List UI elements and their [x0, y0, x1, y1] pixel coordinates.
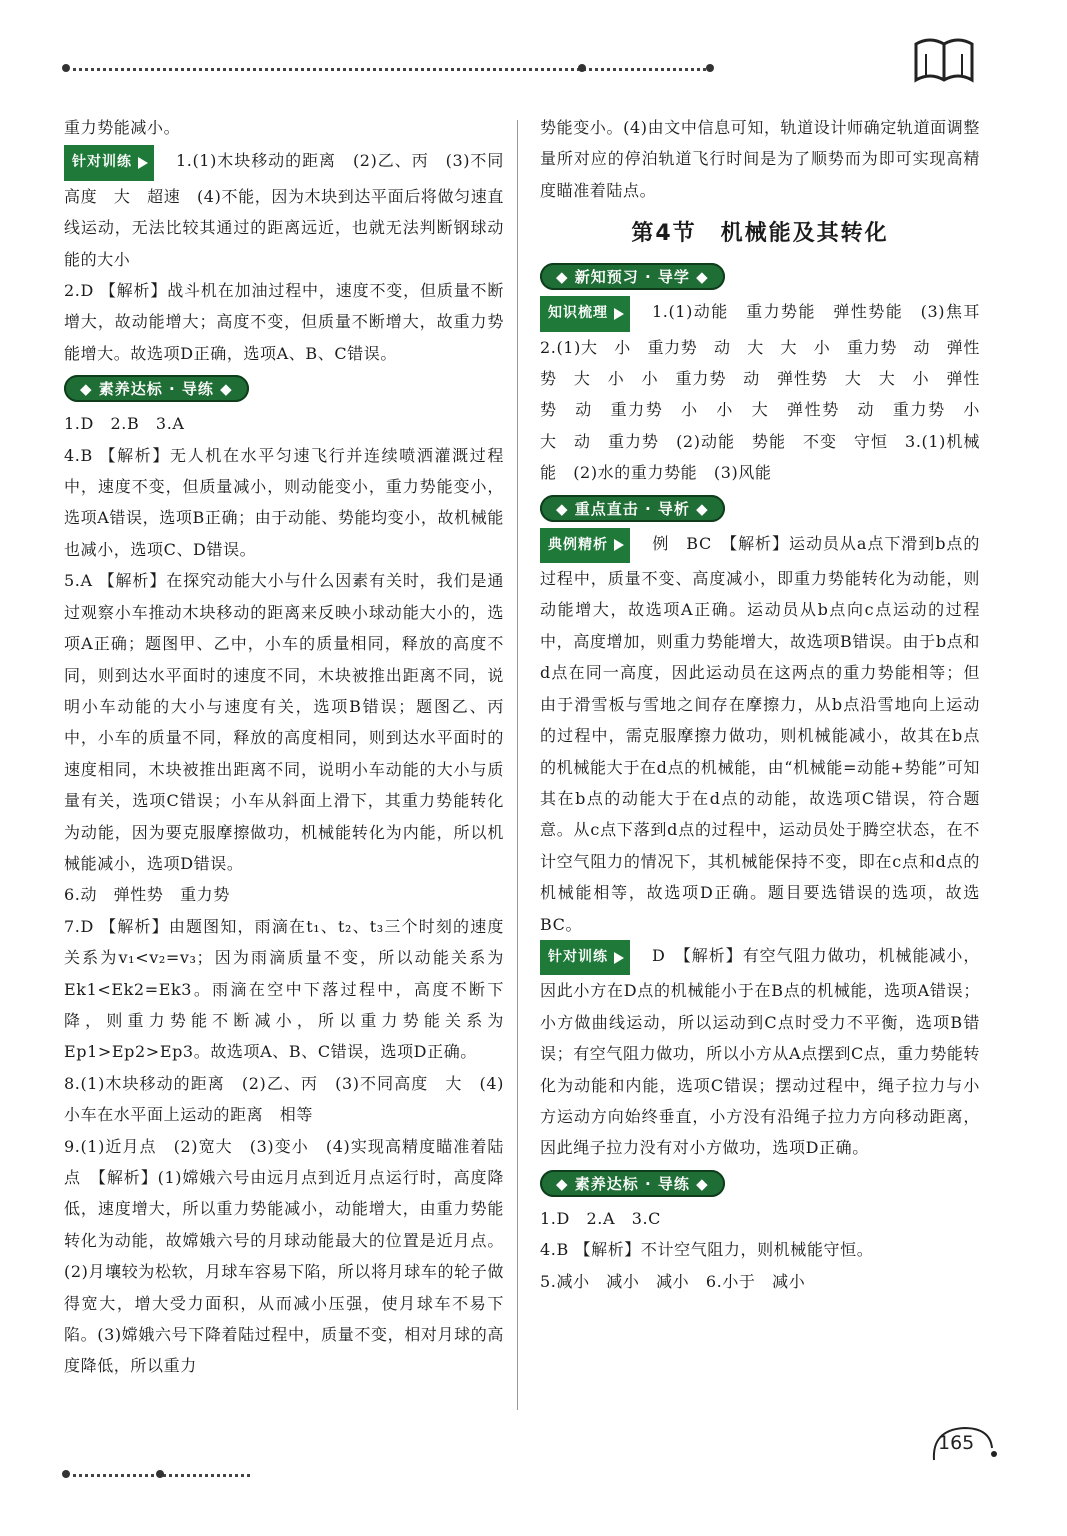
section-tag: 典例精析: [540, 528, 630, 563]
section-banner: ◆ 素养达标 · 导练 ◆: [540, 1170, 725, 1197]
left-column: [64, 112, 504, 1382]
section-title: 第4节 机械能及其转化: [631, 221, 889, 247]
answer-paragraph: 1.D 2.A 3.C: [540, 1208, 662, 1228]
text-line: 重力势能减小。: [64, 118, 181, 137]
section-tag: 针对训练: [540, 940, 630, 975]
answer-text: 1.(1)木块移动的距离 (2)乙、丙 (3)不同高度 大 超速 (4)不能，因为木块到达平面后将做匀速直线运动，无法比较其通过的距离远近，也就无法判断钢球动能的大小: [64, 151, 504, 269]
answer-paragraph: 6.动 弹性势 重力势: [64, 885, 230, 905]
open-book-icon: [912, 34, 976, 86]
section-tag: 知识梳理: [540, 296, 630, 331]
page-number: 165: [938, 1432, 975, 1454]
answer-paragraph: 4.B 【解析】不计空气阻力，则机械能守恒。: [540, 1240, 874, 1260]
right-column: [540, 112, 997, 1297]
header-dot: [578, 64, 586, 72]
answer-paragraph: [540, 528, 980, 940]
answer-paragraph: 9.(1)近月点 (2)宽大 (3)变小 (4)实现高精度瞄准着陆点 【解析】(1)嫦娥六号由远月点到近月点运行时，高度降低，速度增大，所以重力势能减小，动能增大，由重力势能转化为动能，故嫦娥六号的月球动能最大的位置是近月点。(2)月壤较为松软，月球车容易下陷，所以将月球车的轮子做得宽大，增大受力面积，从而减小压强，使月球车不易下陷。(3)嫦娥六号下降着陆过程中，质量不变，相对月球的高度降低，所以重力: [64, 1136, 504, 1376]
column-divider: [517, 120, 518, 1410]
section-tag: 针对训练: [64, 145, 154, 180]
answer-paragraph: 势能变小。(4)由文中信息可知，轨道设计师确定轨道面调整量所对应的停泊轨道飞行时间是为了顺势而为即可实现高精度瞄准着陆点。: [540, 118, 980, 200]
section-banner: ◆ 素养达标 · 导练 ◆: [64, 375, 249, 402]
answer-paragraph: [64, 145, 504, 275]
footer-dot: [62, 1470, 70, 1478]
answer-text: 例 BC 【解析】运动员从a点下滑到b点的过程中，质量不变、高度减小，即重力势能转化为动能，则动能增大，故选项A正确。运动员从b点向c点运动的过程中，高度增加，则重力势能增大，故选项B错误。由于b点和d点在同一高度，因此运动员在这两点的重力势能相等；但由于滑雪板与雪地之间存在摩擦力，从b点沿雪地向上运动的过程中，需克服摩擦力做功，则机械能减小，故其在b点的机械能大于在d点的机械能，由“机械能=动能+势能”可知其在b点的动能大于在d点的动能，故选项C错误，符合题意。从c点下落到d点的过程中，运动员处于腾空状态，在不计空气阻力的情况下，其机械能保持不变，即在c点和d点的机械能相等，故选项D正确。题目要选错误的选项，故选BC。: [540, 533, 980, 934]
answer-paragraph: [540, 296, 997, 488]
answer-text: 1.(1)动能 重力势能 弹性势能 (3)焦耳 2.(1)大 小 重力势 动 大 大 小 重力势 动 弹性势 大 小 小 重力势 动 弹性势 大 大 小 弹性势 动 重力势 小 小 大 弹性势 动 重力势 小 大 动 重力势 (2)动能 势能 不变 守恒 3.(1)机械能 (2)水的重力势能 (3)风能: [540, 302, 997, 483]
answer-paragraph: 4.B 【解析】无人机在水平匀速飞行并连续喷洒灌溉过程中，速度不变，但质量减小，则动能变小，重力势能变小，选项A错误，选项B正确；由于动能、势能均变小，故机械能也减小，选项C、D错误。: [64, 445, 504, 559]
answer-paragraph: 7.D 【解析】由题图知，雨滴在t₁、t₂、t₃三个时刻的速度关系为v₁<v₂=v₃；因为雨滴质量不变，所以动能关系为Ek1<Ek2=Ek3。雨滴在空中下落过程中，高度不断下降，则重力势能不断减小，所以重力势能关系为Ep1>Ep2>Ep3。故选项A、B、C错误，选项D正确。: [64, 916, 504, 1062]
answer-paragraph: 5.A 【解析】在探究动能大小与什么因素有关时，我们是通过观察小车推动木块移动的距离来反映小球动能大小的，选项A正确；题图甲、乙中，小车的质量相同，释放的高度不同，则到达水平面时的速度不同，木块被推出距离不同，说明小车动能的大小与速度有关，选项B错误；题图乙、丙中，小车的质量不同，释放的高度相同，则到达水平面时的速度相同，木块被推出距离不同，说明小车动能的大小与质量有关，选项C错误；小车从斜面上滑下，其重力势能转化为动能，因为要克服摩擦做功，机械能转化为内能，所以机械能减小，选项D错误。: [64, 571, 504, 873]
answer-text: D 【解析】有空气阻力做功，机械能减小，因此小方在D点的机械能小于在B点的机械能，选项A错误；小方做曲线运动，所以运动到C点时受力不平衡，选项B错误；有空气阻力做功，所以小方从A点摆到C点，重力势能转化为动能和内能，选项C错误；摆动过程中，绳子拉力与小方运动方向始终垂直，小方没有沿绳子拉力方向移动距离，因此绳子拉力没有对小方做功，选项D正确。: [540, 945, 980, 1158]
header-dot: [706, 64, 714, 72]
section-banner: ◆ 重点直击 · 导析 ◆: [540, 495, 725, 522]
answer-paragraph: 5.减小 减小 减小 6.小于 减小: [540, 1271, 806, 1291]
footer-dot: [156, 1470, 164, 1478]
answer-paragraph: 2.D 【解析】战斗机在加油过程中，速度不变，但质量不断增大，故动能增大；高度不变，但质量不断增大，故重力势能增大。故选项D正确，选项A、B、C错误。: [64, 281, 504, 363]
header-dotted-rule: [66, 68, 712, 71]
answer-paragraph: 1.D 2.B 3.A: [64, 414, 185, 434]
answer-paragraph: 8.(1)木块移动的距离 (2)乙、丙 (3)不同高度 大 (4)小车在水平面上运动的距离 相等: [64, 1073, 504, 1125]
header-dot: [62, 64, 70, 72]
answer-paragraph: [540, 940, 980, 1164]
section-banner: ◆ 新知预习 · 导学 ◆: [540, 263, 725, 290]
